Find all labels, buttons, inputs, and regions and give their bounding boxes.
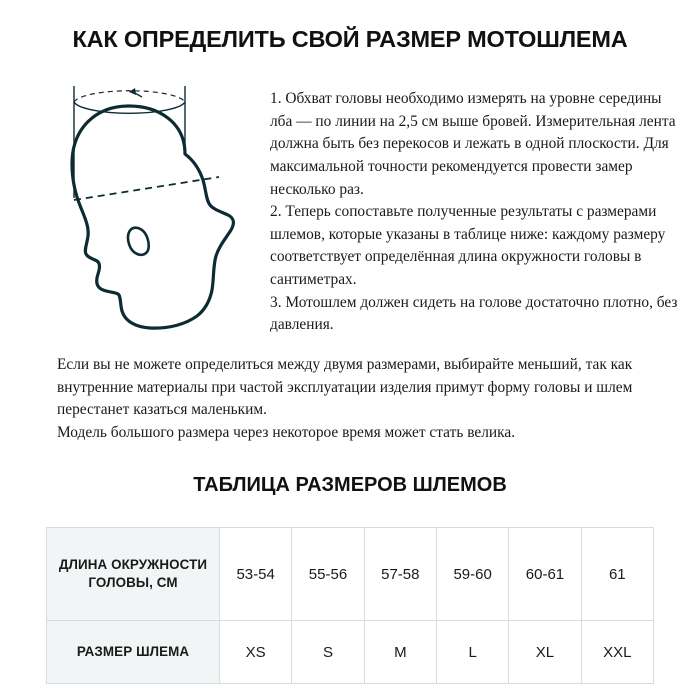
table-cell: 57-58 bbox=[364, 528, 436, 621]
table-row-size bbox=[47, 621, 654, 684]
size-table bbox=[46, 527, 654, 684]
row-label-circumference: ДЛИНА ОКРУЖНОСТИ ГОЛОВЫ, СМ bbox=[47, 528, 220, 621]
table-cell: 59-60 bbox=[436, 528, 508, 621]
intro-paragraph-2: 2. Теперь сопоставьте полученные результаты с размерами шлемов, которые указаны в таблице ниже: каждому размеру соответствует определённая длина окружности головы в сантиметрах. bbox=[270, 203, 666, 289]
loop-back bbox=[74, 102, 185, 113]
ear-outline bbox=[128, 228, 149, 255]
measure-line bbox=[74, 177, 219, 200]
table-cell: 53-54 bbox=[220, 528, 292, 621]
table-cell: 61 bbox=[581, 528, 653, 621]
intro-paragraph-1: 1. Обхват головы необходимо измерять на уровне середины лба — по линии на 2,5 см выше бровей. Измерительная лента должна быть без перекосов и лежать в одной плоскости. Для максимальной точности рекомендуется провести замер несколько раз. bbox=[270, 90, 676, 198]
intro-paragraph-3: 3. Мотошлем должен сидеть на голове достаточно плотно, без давления. bbox=[270, 293, 678, 334]
lower-paragraph-1: Если вы не можете определиться между двумя размерами, выбирайте меньший, так как внутренние материалы при частой эксплуатации изделия примут форму головы и шлем перестанет казаться маленьким. bbox=[57, 356, 633, 419]
table-cell: 55-56 bbox=[292, 528, 364, 621]
table-cell: S bbox=[292, 621, 364, 684]
table-cell: M bbox=[364, 621, 436, 684]
row-label-size: РАЗМЕР ШЛЕМА bbox=[47, 621, 220, 684]
page-title: КАК ОПРЕДЕЛИТЬ СВОЙ РАЗМЕР МОТОШЛЕМА bbox=[72, 26, 628, 52]
table-cell: XS bbox=[220, 621, 292, 684]
head-measurement-diagram bbox=[34, 78, 264, 348]
table-title: ТАБЛИЦА РАЗМЕРОВ ШЛЕМОВ bbox=[193, 474, 507, 496]
direction-arrowhead bbox=[129, 88, 136, 95]
head-outline bbox=[72, 106, 233, 328]
table-cell: L bbox=[436, 621, 508, 684]
lower-text-block bbox=[57, 354, 647, 445]
loop-filler bbox=[74, 102, 185, 113]
table-cell: XXL bbox=[581, 621, 653, 684]
loop-front-dashed bbox=[74, 91, 185, 102]
table-cell: 60-61 bbox=[509, 528, 581, 621]
table-cell: XL bbox=[509, 621, 581, 684]
intro-text-block bbox=[270, 88, 678, 337]
lower-paragraph-2: Модель большого размера через некоторое время может стать велика. bbox=[57, 423, 516, 441]
table-row-circumference bbox=[47, 528, 654, 621]
